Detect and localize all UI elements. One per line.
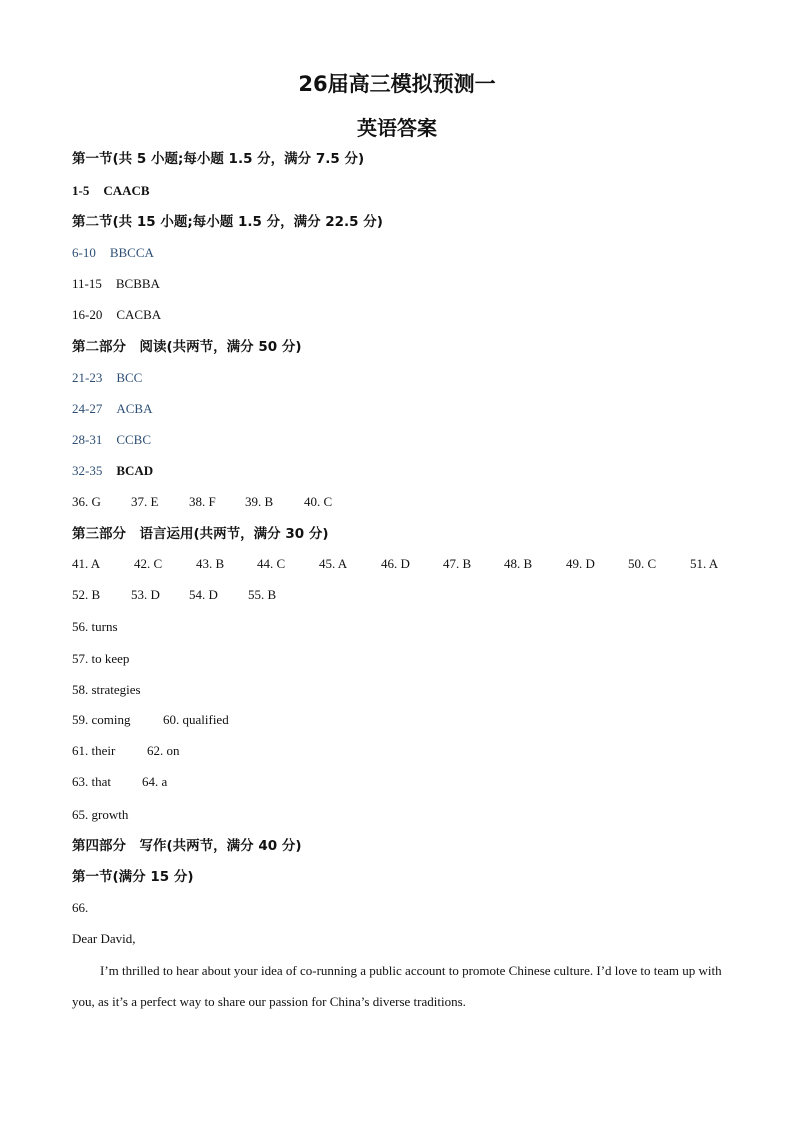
answer-item: 39. B: [245, 494, 274, 509]
answer-range: 21-23: [72, 370, 103, 385]
answer-item: 41. A: [72, 556, 101, 571]
question-66-label: 66.: [72, 900, 89, 915]
letter-salutation: Dear David,: [72, 931, 136, 946]
answer-58: 58. strategies: [72, 682, 141, 697]
answer-60: 60. qualified: [163, 712, 229, 727]
answer-range: 6-10: [72, 245, 96, 260]
answer-item: 48. B: [504, 556, 533, 571]
answer-range: 1-5: [72, 183, 90, 198]
answer-item: 49. D: [566, 556, 595, 571]
answer-row-1-5: [72, 182, 150, 200]
answer-item: 51. A: [690, 556, 719, 571]
answer-item: 37. E: [131, 494, 159, 509]
answer-item: 43. B: [196, 556, 225, 571]
answer-row-11-15: [72, 275, 160, 293]
answer-item: 54. D: [189, 587, 218, 602]
answer-range: 32-35: [72, 463, 103, 478]
answer-row-32-35: [72, 462, 153, 480]
page-title: 26届高三模拟预测一: [298, 72, 496, 96]
answer-row-6-10: [72, 244, 154, 262]
answer-item: 42. C: [134, 556, 163, 571]
answer-item: 50. C: [628, 556, 657, 571]
answer-range: 28-31: [72, 432, 103, 447]
page-subtitle: 英语答案: [357, 116, 437, 140]
answer-range: 24-27: [72, 401, 103, 416]
answer-item: 53. D: [131, 587, 160, 602]
letter-paragraph: I’m thrilled to hear about your idea of co-running a public account to promote Chinese culture. I’d love to team up with you, as it’s a perfect way to share our passion for China’s diverse traditions.: [72, 963, 722, 1009]
answer-59: 59. coming: [72, 712, 131, 727]
answer-key: CACBA: [116, 307, 162, 322]
answer-key: CAACB: [103, 183, 150, 198]
answer-65: 65. growth: [72, 807, 129, 822]
answer-63: 63. that: [72, 774, 111, 789]
answer-57: 57. to keep: [72, 651, 130, 666]
answer-key: ACBA: [116, 401, 153, 416]
answer-key: BCC: [116, 370, 143, 385]
answer-item: 52. B: [72, 587, 101, 602]
answer-item: 36. G: [72, 494, 101, 509]
answer-range: 11-15: [72, 276, 102, 291]
answer-row-28-31: [72, 431, 151, 449]
section-heading-part3: 第三部分 语言运用(共两节，满分 30 分): [72, 526, 329, 542]
answer-item: 45. A: [319, 556, 348, 571]
answer-key: CCBC: [116, 432, 152, 447]
answer-item: 47. B: [443, 556, 472, 571]
section-heading-part2: 第二部分 阅读(共两节，满分 50 分): [72, 339, 302, 355]
section-heading-part4: 第四部分 写作(共两节，满分 40 分): [72, 838, 302, 854]
answer-key: BBCCA: [109, 245, 154, 260]
answer-item: 40. C: [304, 494, 333, 509]
section-heading-part4-sec1: 第一节(满分 15 分): [72, 869, 194, 885]
answer-row-16-20: [72, 306, 161, 324]
answer-56: 56. turns: [72, 619, 118, 634]
answer-row-24-27: [72, 400, 152, 418]
answer-range: 16-20: [72, 307, 103, 322]
answer-61: 61. their: [72, 743, 116, 758]
answer-62: 62. on: [147, 743, 180, 758]
answer-row-21-23: [72, 369, 142, 387]
answer-item: 44. C: [257, 556, 286, 571]
answer-item: 55. B: [248, 587, 277, 602]
section-heading-part1-sec1: 第一节(共 5 小题;每小题 1.5 分，满分 7.5 分): [72, 151, 365, 167]
answer-64: 64. a: [142, 774, 168, 789]
section-heading-part1-sec2: 第二节(共 15 小题;每小题 1.5 分，满分 22.5 分): [72, 214, 383, 230]
answer-item: 38. F: [189, 494, 216, 509]
answer-item: 46. D: [381, 556, 410, 571]
answer-key: BCBBA: [115, 276, 160, 291]
answer-key: BCAD: [116, 463, 154, 478]
